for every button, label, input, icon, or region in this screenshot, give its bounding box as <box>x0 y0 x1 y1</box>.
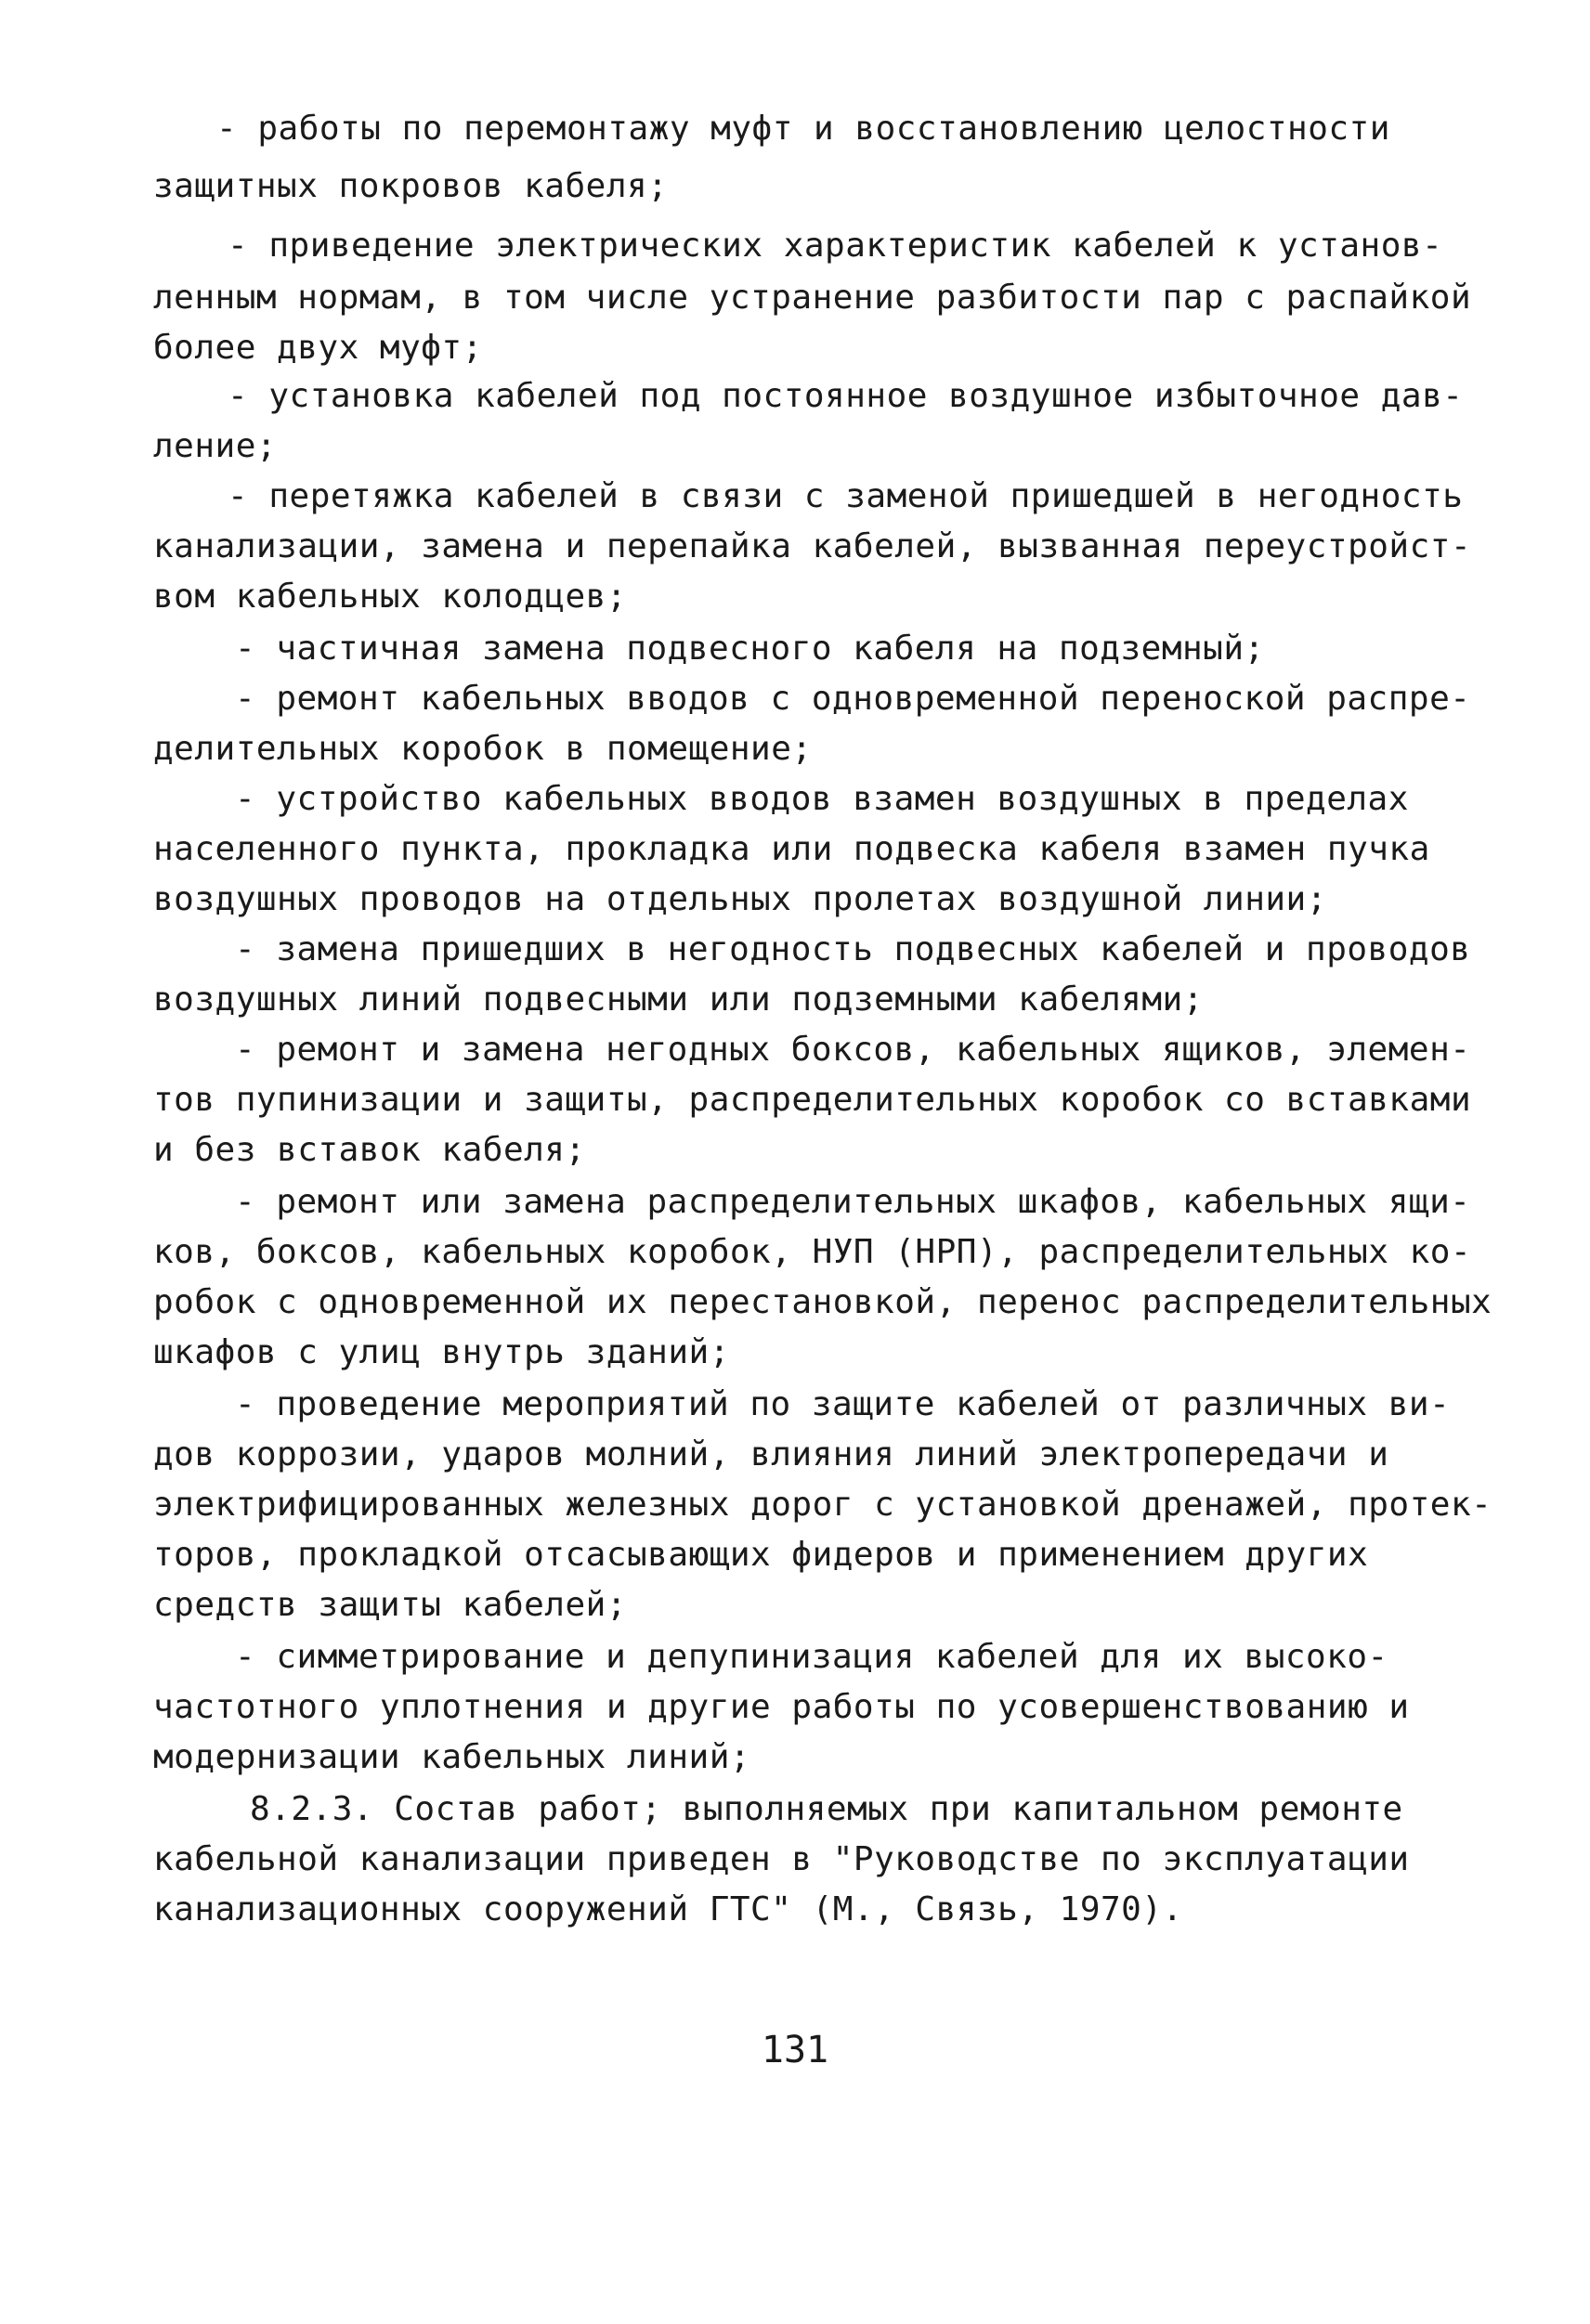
page-number: 131 <box>761 2029 829 2071</box>
text-line: - ремонт и замена негодных боксов, кабельных ящиков, элемен- <box>235 1031 1471 1069</box>
text-line: средств защиты кабелей; <box>153 1586 627 1624</box>
text-line: модернизации кабельных линий; <box>153 1738 751 1776</box>
text-line: шкафов с улиц внутрь зданий; <box>153 1333 730 1371</box>
text-line: более двух муфт; <box>153 329 483 367</box>
text-line: - устройство кабельных вводов взамен воздушных в пределах <box>235 780 1409 818</box>
text-line: - ремонт или замена распределительных шкафов, кабельных ящи- <box>235 1183 1471 1221</box>
text-line: защитных покровов кабеля; <box>153 167 669 205</box>
text-line: вом кабельных колодцев; <box>153 578 627 616</box>
text-line: тов пупинизации и защиты, распределительных коробок со вставками <box>153 1081 1472 1119</box>
text-line: населенного пункта, прокладка или подвеска кабеля взамен пучка <box>153 830 1430 868</box>
text-line: торов, прокладкой отсасывающих фидеров и применением других <box>153 1536 1369 1574</box>
text-line: дов коррозии, ударов молний, влияния линий электропередачи и <box>153 1435 1389 1474</box>
section-paragraph-line: канализационных сооружений ГТС" (М., Связь, 1970). <box>153 1890 1183 1928</box>
text-line: электрифицированных железных дорог с установкой дренажей, протек- <box>153 1486 1492 1524</box>
text-line: - перетяжка кабелей в связи с заменой пришедшей в негодность <box>228 477 1464 515</box>
text-line: - ремонт кабельных вводов с одновременной переноской распре- <box>235 680 1471 718</box>
text-line: - установка кабелей под постоянное воздушное избыточное дав- <box>228 377 1464 415</box>
text-line: и без вставок кабеля; <box>153 1131 586 1169</box>
text-line: - приведение электрических характеристик кабелей к установ- <box>228 227 1443 265</box>
text-line: ков, боксов, кабельных коробок, НУП (НРП), распределительных ко- <box>153 1233 1472 1271</box>
text-line: воздушных линий подвесными или подземными кабелями; <box>153 980 1204 1019</box>
section-paragraph-line: 8.2.3. Состав работ; выполняемых при капитальном ремонте <box>250 1790 1403 1828</box>
text-line: - работы по перемонтажу муфт и восстановлению целостности <box>216 110 1390 148</box>
section-paragraph-line: кабельной канализации приведен в "Руководстве по эксплуатации <box>153 1840 1410 1878</box>
text-line: - симметрирование и депупинизация кабелей для их высоко- <box>235 1638 1388 1676</box>
text-line: воздушных проводов на отдельных пролетах воздушной линии; <box>153 880 1327 918</box>
text-line: - замена пришедших в негодность подвесных кабелей и проводов <box>235 930 1471 968</box>
text-line: ленным нормам, в том числе устранение разбитости пар с распайкой <box>153 279 1472 317</box>
text-line: робок с одновременной их перестановкой, перенос распределительных <box>153 1283 1492 1321</box>
text-line: канализации, замена и перепайка кабелей, вызванная переустройст- <box>153 527 1472 565</box>
text-line: - частичная замена подвесного кабеля на подземный; <box>235 630 1265 668</box>
text-line: делительных коробок в помещение; <box>153 730 813 768</box>
text-line: - проведение мероприятий по защите кабелей от различных ви- <box>235 1385 1451 1423</box>
text-line: ление; <box>153 427 278 465</box>
text-line: частотного уплотнения и другие работы по усовершенствованию и <box>153 1688 1410 1726</box>
